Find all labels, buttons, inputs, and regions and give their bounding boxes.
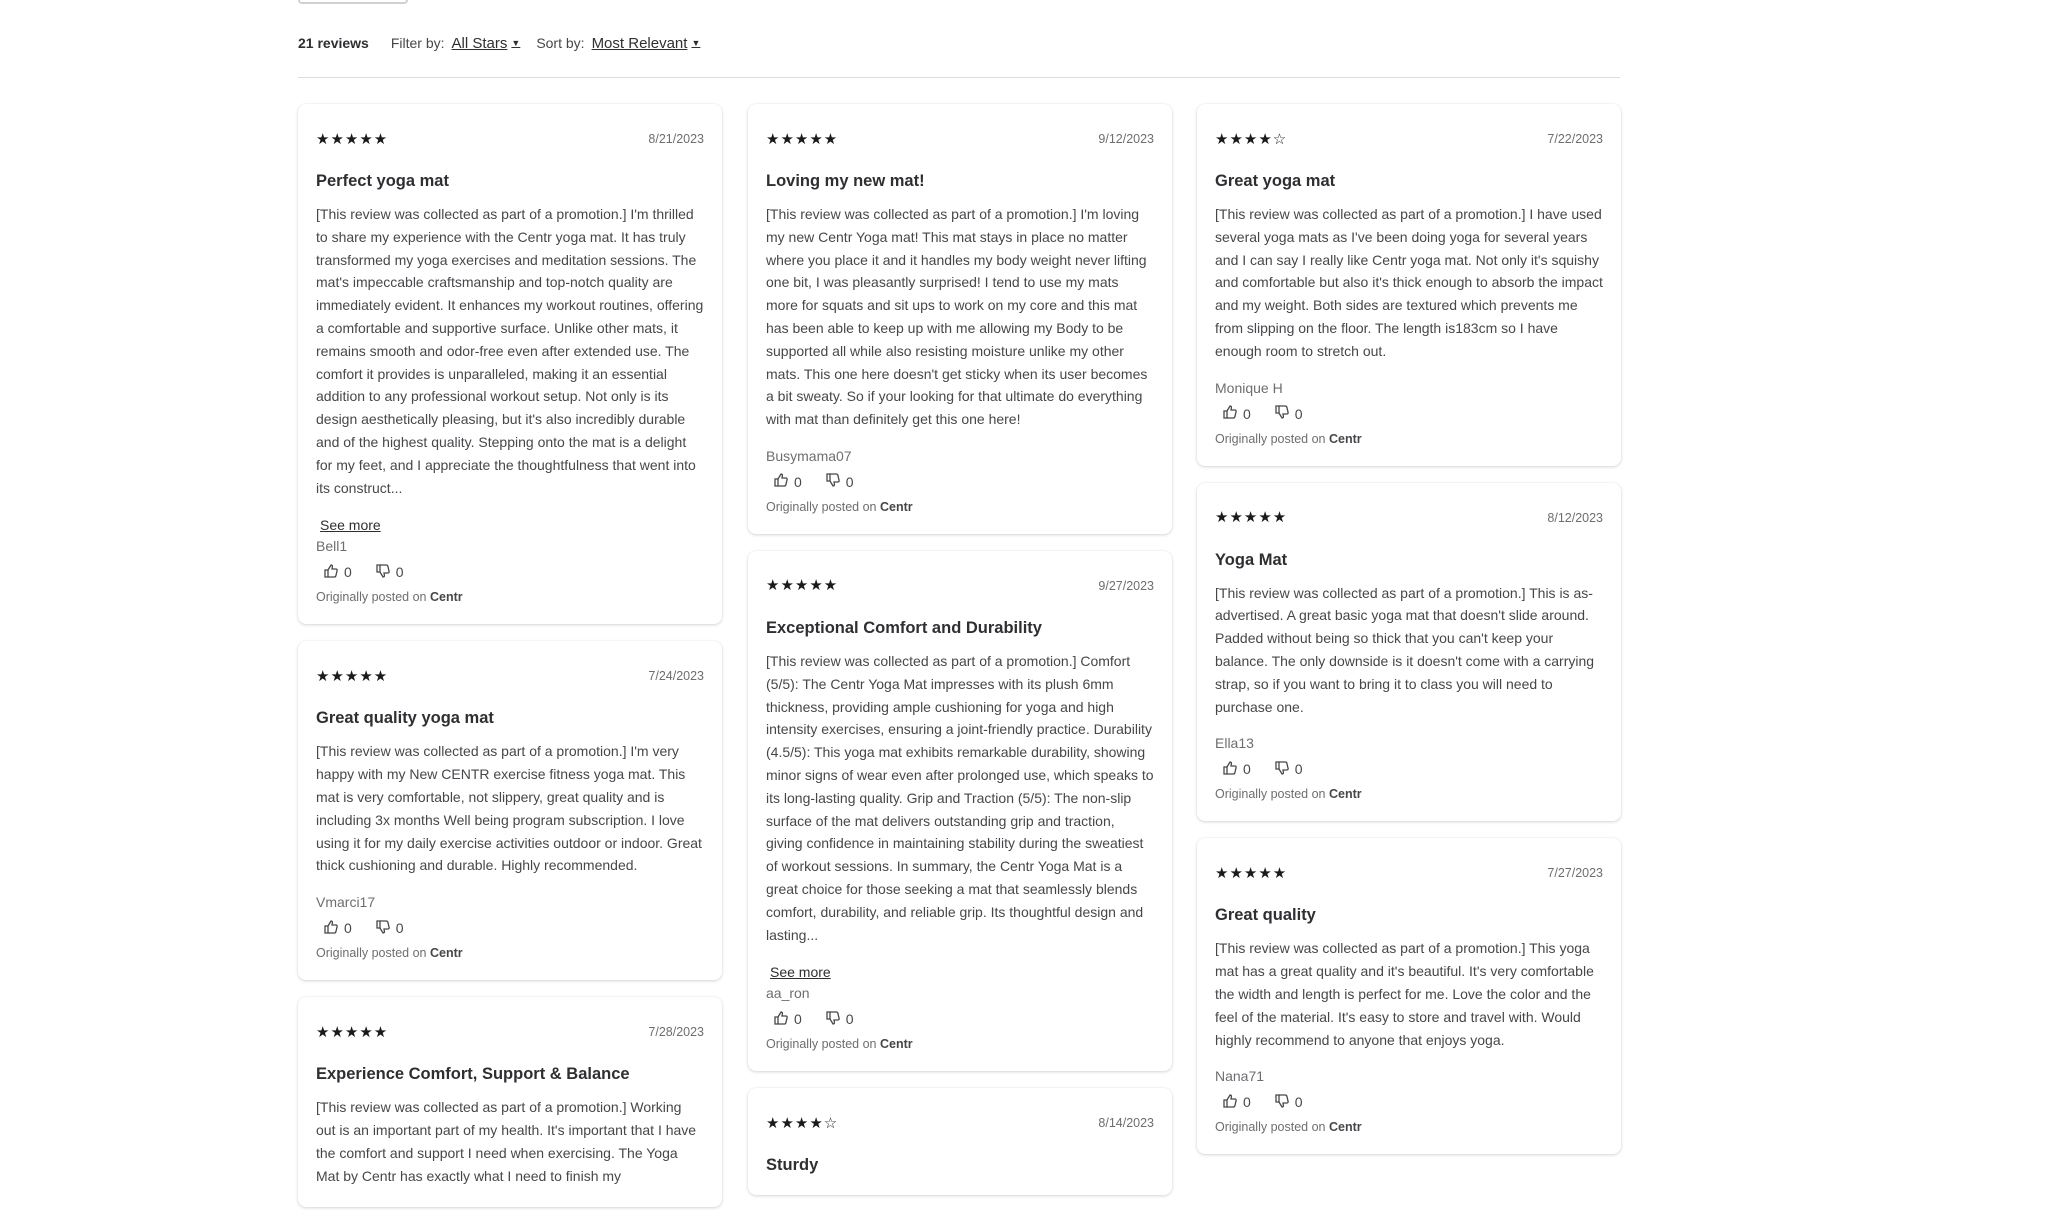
chevron-down-icon: ▼ xyxy=(691,38,701,48)
review-body: [This review was collected as part of a promotion.] I'm very happy with my New CENTR exercise fitness yoga mat. This mat is very comfortable, not slippery, great quality and is including 3x months Well being program subscription. I love using it for my daily exercise activities outdoor or indoor. Great thick cushioning and durable. Highly recommended. xyxy=(316,743,702,874)
origin-prefix: Originally posted on xyxy=(1215,431,1326,446)
helpful-count: 0 xyxy=(1243,761,1251,778)
helpful-button[interactable] xyxy=(323,563,352,582)
review-origin xyxy=(766,500,1154,514)
thumbs-down-icon xyxy=(1274,404,1295,423)
review-title: Exceptional Comfort and Durability xyxy=(766,618,1042,637)
thumbs-down-icon xyxy=(825,472,846,491)
origin-site: Centr xyxy=(1328,1120,1362,1135)
thumbs-up-icon xyxy=(773,472,794,491)
review-card xyxy=(1197,104,1621,466)
review-column-2 xyxy=(748,104,1172,1212)
unhelpful-count: 0 xyxy=(395,564,404,581)
helpful-button[interactable] xyxy=(773,472,802,491)
helpful-count: 0 xyxy=(1243,1094,1251,1111)
review-origin xyxy=(1215,787,1603,801)
see-more-link[interactable]: See more xyxy=(320,517,381,534)
sort-value: Most Relevant xyxy=(591,34,688,52)
thumbs-down-icon xyxy=(375,919,396,938)
review-origin xyxy=(316,946,704,960)
review-card xyxy=(298,104,722,624)
review-author: aa_ron xyxy=(766,985,810,1002)
origin-prefix: Originally posted on xyxy=(766,499,877,514)
thumbs-down-icon xyxy=(1274,1093,1295,1112)
thumbs-down-icon xyxy=(1274,760,1295,779)
review-origin xyxy=(1215,1120,1603,1134)
origin-prefix: Originally posted on xyxy=(1215,1120,1326,1135)
unhelpful-button[interactable] xyxy=(825,472,854,491)
review-title: Great quality xyxy=(1215,906,1316,925)
review-title: Great quality yoga mat xyxy=(316,709,494,728)
origin-site: Centr xyxy=(429,590,463,605)
star-rating: ★★★★☆ xyxy=(1215,130,1288,148)
review-votes xyxy=(1215,1092,1603,1112)
review-column-3 xyxy=(1197,104,1621,1171)
review-date: 7/27/2023 xyxy=(1547,866,1603,881)
origin-site: Centr xyxy=(879,499,913,514)
unhelpful-button[interactable] xyxy=(825,1010,854,1029)
unhelpful-button[interactable] xyxy=(375,919,404,938)
review-body: [This review was collected as part of a promotion.] Working out is an important part of my health. It's important that I have the comfort and support I need when exercising. The Yoga Mat by Centr has exactly what I need to finish my xyxy=(316,1099,697,1184)
helpful-button[interactable] xyxy=(1222,760,1251,779)
review-header xyxy=(316,1023,704,1041)
helpful-button[interactable] xyxy=(1222,404,1251,423)
origin-prefix: Originally posted on xyxy=(316,946,427,961)
review-votes xyxy=(316,918,704,938)
helpful-button[interactable] xyxy=(323,919,352,938)
review-body: [This review was collected as part of a promotion.] This yoga mat has a great quality and it's beautiful. It's very comfortable the width and length is perfect for me. Love the color and the feel of the material. It's easy to store and travel with. Would highly recommend to anyone that enjoys yoga. xyxy=(1215,940,1594,1048)
review-title: Yoga Mat xyxy=(1215,550,1288,569)
star-rating: ★★★★★ xyxy=(316,667,389,685)
review-column-1 xyxy=(298,104,722,1224)
review-author: Ella13 xyxy=(1215,735,1254,752)
review-header xyxy=(766,1114,1154,1132)
chevron-down-icon: ▼ xyxy=(511,38,521,48)
reviews-toolbar xyxy=(298,32,716,54)
review-date: 8/14/2023 xyxy=(1098,1116,1154,1131)
review-author: Nana71 xyxy=(1215,1068,1265,1085)
origin-site: Centr xyxy=(1328,431,1362,446)
review-date: 9/12/2023 xyxy=(1098,132,1154,146)
helpful-button[interactable] xyxy=(1222,1093,1251,1112)
review-votes xyxy=(766,1009,1154,1029)
review-title: Sturdy xyxy=(766,1156,819,1175)
review-header xyxy=(1215,509,1603,527)
review-origin xyxy=(1215,432,1603,446)
thumbs-up-icon xyxy=(1222,760,1243,779)
review-origin xyxy=(316,590,704,604)
filter-label: Filter by: xyxy=(390,35,445,51)
unhelpful-count: 0 xyxy=(1294,761,1303,778)
unhelpful-button[interactable] xyxy=(1274,404,1303,423)
see-more-link[interactable]: See more xyxy=(770,964,831,981)
review-date: 8/21/2023 xyxy=(648,132,704,146)
review-author: Bell1 xyxy=(316,538,348,555)
origin-prefix: Originally posted on xyxy=(1215,787,1326,802)
review-author: Busymama07 xyxy=(766,447,852,464)
review-author: Vmarci17 xyxy=(316,894,376,911)
previous-section-tab xyxy=(298,0,408,4)
unhelpful-count: 0 xyxy=(395,920,404,937)
review-votes xyxy=(1215,759,1603,779)
review-card xyxy=(1197,838,1621,1154)
unhelpful-button[interactable] xyxy=(1274,760,1303,779)
unhelpful-button[interactable] xyxy=(375,563,404,582)
thumbs-up-icon xyxy=(773,1010,794,1029)
review-card xyxy=(1197,483,1621,822)
review-header xyxy=(766,577,1154,595)
star-rating: ★★★★☆ xyxy=(766,1114,839,1132)
review-date: 7/24/2023 xyxy=(648,669,704,684)
thumbs-up-icon xyxy=(1222,404,1243,423)
helpful-count: 0 xyxy=(344,920,352,937)
review-date: 8/12/2023 xyxy=(1547,510,1603,525)
origin-site: Centr xyxy=(879,1037,913,1052)
sort-dropdown[interactable] xyxy=(592,35,701,52)
review-body: [This review was collected as part of a promotion.] Comfort (5/5): The Centr Yoga Mat impresses with its plush 6mm thickness, providing ample cushioning for yoga and high intensity exercises, ensuring a joint-friendly practice. Durability (4.5/5): This yoga mat exhibits remarkable durability, showing minor signs of wear even after prolonged use, which speaks to its long-lasting quality. Grip and Traction (5/5): The non-slip surface of the mat delivers outstanding grip and traction, giving confidence in maintaining stability during the sweatiest of workout sessions. In summary, the Centr Yoga Mat is a great choice for those seeking a mat that seamlessly blends comfort, durability, and reliable grip. Its thoughtful design and lasting... xyxy=(766,652,1154,943)
review-votes xyxy=(316,562,704,582)
unhelpful-count: 0 xyxy=(1294,405,1303,422)
unhelpful-count: 0 xyxy=(845,473,854,490)
review-title: Experience Comfort, Support & Balance xyxy=(316,1065,630,1084)
star-rating: ★★★★★ xyxy=(766,577,839,595)
star-rating: ★★★★★ xyxy=(316,1023,389,1041)
unhelpful-count: 0 xyxy=(845,1011,854,1028)
review-origin xyxy=(766,1037,1154,1051)
thumbs-up-icon xyxy=(1222,1093,1243,1112)
origin-site: Centr xyxy=(429,946,463,961)
review-header xyxy=(766,130,1154,148)
review-author: Monique H xyxy=(1215,379,1283,396)
origin-prefix: Originally posted on xyxy=(316,590,427,605)
filter-value: All Stars xyxy=(451,34,508,52)
review-card xyxy=(748,1088,1172,1195)
sort-label: Sort by: xyxy=(536,35,585,51)
review-date: 7/28/2023 xyxy=(648,1025,704,1040)
star-rating: ★★★★★ xyxy=(1215,864,1288,882)
origin-site: Centr xyxy=(1328,787,1362,802)
review-date: 9/27/2023 xyxy=(1098,578,1154,593)
review-votes xyxy=(1215,404,1603,424)
thumbs-down-icon xyxy=(825,1010,846,1029)
helpful-count: 0 xyxy=(1243,405,1251,422)
toolbar-divider xyxy=(298,77,1620,78)
review-card xyxy=(748,551,1172,1071)
review-title: Perfect yoga mat xyxy=(316,172,449,190)
thumbs-up-icon xyxy=(323,919,344,938)
helpful-count: 0 xyxy=(794,1011,802,1028)
review-header xyxy=(316,130,704,148)
review-votes xyxy=(766,472,1154,492)
review-header xyxy=(316,667,704,685)
star-rating: ★★★★★ xyxy=(316,130,389,148)
review-count: 21 reviews xyxy=(298,35,369,51)
review-body: [This review was collected as part of a promotion.] I'm loving my new Centr Yoga mat! This mat stays in place no matter where you place it and it handles my body weight never lifting one bit, I was pleasantly surprised! I tend to use my mats more for squats and sit ups to work on my core and this mat has been able to keep up with me allowing my Body to be supported all while also resisting moisture unlike my other mats. This one here doesn't get sticky when its user becomes a bit sweaty. So if your looking for that ultimate do everything with mat than definitely get this one here! xyxy=(766,206,1148,428)
review-title: Great yoga mat xyxy=(1215,172,1336,190)
review-card xyxy=(748,104,1172,534)
helpful-button[interactable] xyxy=(773,1010,802,1029)
review-title: Loving my new mat! xyxy=(766,172,925,190)
review-header xyxy=(1215,130,1603,148)
unhelpful-button[interactable] xyxy=(1274,1093,1303,1112)
review-card xyxy=(298,641,722,980)
review-body: [This review was collected as part of a promotion.] I'm thrilled to share my experience with the Centr yoga mat. It has truly transformed my yoga exercises and meditation sessions. The mat's impeccable craftsmanship and top-notch quality are immediately evident. It enhances my workout routines, offering a comfortable and supportive surface. Unlike other mats, it remains smooth and odor-free even after extended use. The comfort it provides is unparalleled, making it an essential addition to any professional workout setup. Not only is its design aesthetically pleasing, but it's also incredibly durable and of the highest quality. Stepping onto the mat is a delight for my feet, and I appreciate the thoughtfulness that went into its construct... xyxy=(316,206,704,496)
review-header xyxy=(1215,864,1603,882)
review-card xyxy=(298,997,722,1207)
review-body: [This review was collected as part of a promotion.] I have used several yoga mats as I've been doing yoga for several years and I can say I really like Centr yoga mat. Not only it's squishy and comfortable but also it's thick enough to absorb the impact and my weight. Both sides are textured which prevents me from slipping on the floor. The length is183cm so I have enough room to stretch out. xyxy=(1215,206,1603,359)
helpful-count: 0 xyxy=(794,473,802,490)
filter-dropdown[interactable] xyxy=(452,35,521,52)
origin-prefix: Originally posted on xyxy=(766,1037,877,1052)
unhelpful-count: 0 xyxy=(1294,1094,1303,1111)
thumbs-down-icon xyxy=(375,563,396,582)
helpful-count: 0 xyxy=(344,564,352,581)
star-rating: ★★★★★ xyxy=(1215,509,1288,527)
review-date: 7/22/2023 xyxy=(1547,132,1603,146)
review-body: [This review was collected as part of a promotion.] This is as-advertised. A great basic yoga mat that doesn't slide around. Padded without being so thick that you can't keep your balance. The only downside is it doesn't come with a carrying strap, so if you want to bring it to class you will need to purchase one. xyxy=(1215,584,1595,715)
thumbs-up-icon xyxy=(323,563,344,582)
star-rating: ★★★★★ xyxy=(766,130,839,148)
